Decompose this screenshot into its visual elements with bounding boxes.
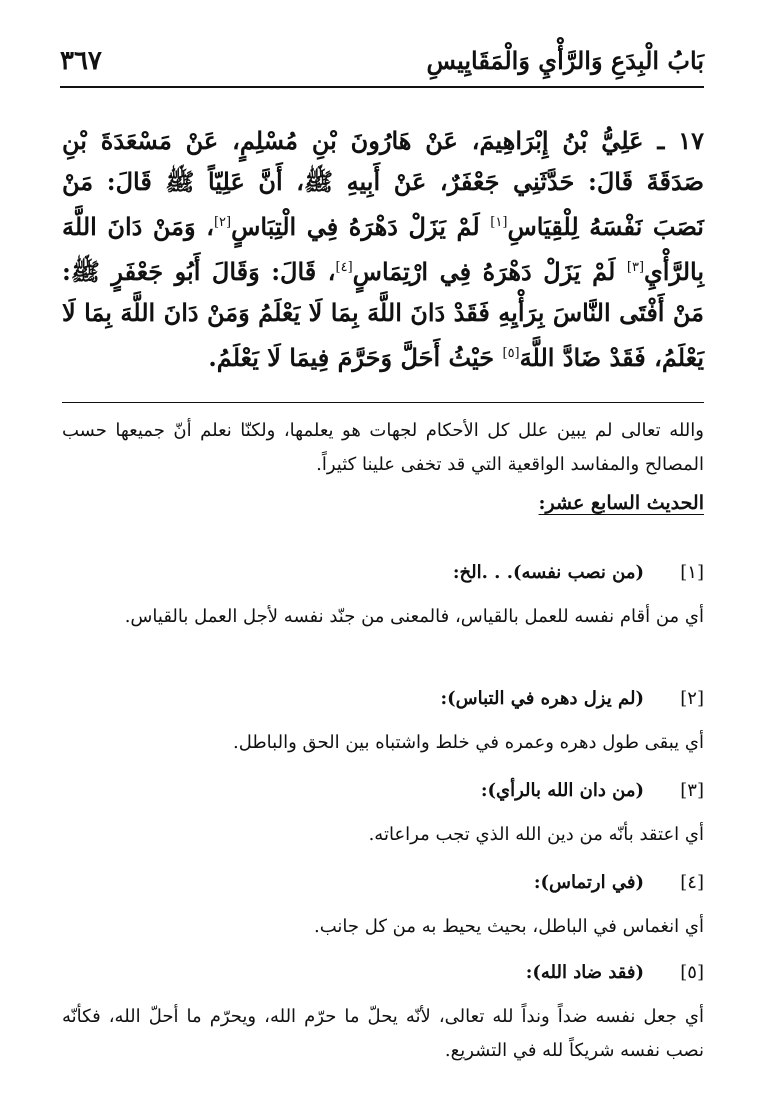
footnote-term: (من نصب نفسه). . .الخ: bbox=[452, 562, 644, 583]
footnote-term: (من دان الله بالرأي): bbox=[480, 780, 644, 801]
page-header bbox=[60, 40, 704, 88]
footnote-ref: [٢] bbox=[213, 215, 232, 230]
footnote-item bbox=[62, 562, 704, 634]
footnote-body: أي اعتقد بأنّه من دين الله الذي تجب مراعاته. bbox=[368, 824, 704, 845]
footnote-term: (لم يزل دهره في التباس): bbox=[440, 688, 644, 709]
footnote-ref: [١] bbox=[490, 215, 508, 230]
footnote-item bbox=[62, 780, 704, 852]
hadith-segment: حَيْثُ أَحَلَّ وَحَرَّمَ فِيمَا لَا يَعْلَمُ. bbox=[208, 343, 503, 372]
footnote-term: (فقد ضاد الله): bbox=[525, 962, 644, 983]
footnote-number: [١] bbox=[680, 562, 704, 583]
hadith-segment: ، وَمَنْ دَانَ اللَّهَ بِالرَّأْيِ bbox=[62, 212, 705, 286]
footnote-ref: [٣] bbox=[626, 260, 645, 275]
footnote-body: أي يبقى طول دهره وعمره في خلط واشتباه بين الحق والباطل. bbox=[233, 732, 704, 753]
hadith-segment: لَمْ يَزَلْ دَهْرَهُ فِي ارْتِمَاسٍ bbox=[352, 257, 627, 286]
footnote-item bbox=[62, 962, 704, 1068]
hadith-segment: ، قَالَ: وَقَالَ أَبُو جَعْفَرٍ ﷺ: مَنْ أَفْتَى النَّاسَ بِرَأْيِهِ فَقَدْ دَانَ اللَّهَ بِمَا لَا يَعْلَمُ وَمَنْ دَانَ اللَّهَ بِمَا لَا يَعْلَمُ، فَقَدْ ضَادَّ اللَّهَ bbox=[62, 257, 704, 372]
footnote-number: [٥] bbox=[680, 962, 704, 983]
previous-note: والله تعالى لم يبين علل كل الأحكام لجهات هو يعلمها، ولكنّا نعلم أنّ جميعها حسب المصالح والمفاسد الواقعية التي قد تخفى علينا كثيراً. bbox=[62, 420, 704, 475]
footnote-number: [٤] bbox=[680, 872, 704, 893]
hadith-segment: ١٧ ـ عَلِيُّ بْنُ إِبْرَاهِيمَ، عَنْ هَارُونَ بْنِ مُسْلِمٍ، عَنْ مَسْعَدَةَ بْنِ صَدَقَةَ قَالَ: حَدَّثَنِي جَعْفَرٌ، عَنْ أَبِيهِ ﷺ، أَنَّ عَلِيّاً ﷺ قَالَ: مَنْ نَصَبَ نَفْسَهُ لِلْقِيَاسِ bbox=[62, 126, 704, 241]
hadith-segment: لَمْ يَزَلْ دَهْرَهُ فِي الْتِبَاسٍ bbox=[231, 212, 491, 241]
footnote-body: أي من أقام نفسه للعمل بالقياس، فالمعنى من جنّد نفسه لأجل العمل بالقياس. bbox=[124, 606, 704, 627]
footnote-body: أي جعل نفسه ضداً ونداً لله تعالى، لأنّه يحلّ ما حرّم الله، ويحرّم ما أحلّ الله، فكأنّه نصب نفسه شريكاً لله في التشريع. bbox=[62, 1006, 704, 1061]
footnote-term: (في ارتماس): bbox=[533, 872, 644, 893]
footnote-item bbox=[62, 688, 704, 760]
footnote-body: أي انغماس في الباطل، بحيث يحيط به من كل جانب. bbox=[313, 916, 704, 937]
chapter-title: بَابُ الْبِدَعِ وَالرَّأْيِ وَالْمَقَايِيسِ bbox=[426, 46, 704, 75]
page-number: ٣٦٧ bbox=[60, 46, 102, 76]
footnote-ref: [٤] bbox=[335, 260, 353, 275]
hadith-text bbox=[62, 120, 704, 378]
footnote-item bbox=[62, 872, 704, 944]
section-title: الحديث السابع عشر: bbox=[538, 492, 704, 514]
footnote-divider bbox=[62, 402, 704, 403]
footnote-ref: [٥] bbox=[502, 346, 520, 361]
footnote-number: [٢] bbox=[680, 688, 704, 709]
footnote-number: [٣] bbox=[680, 780, 704, 801]
